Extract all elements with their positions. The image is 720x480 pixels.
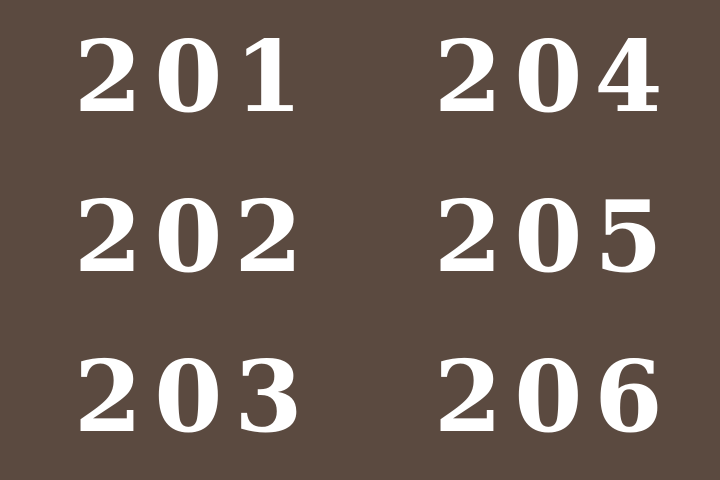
number-label-206: 206	[434, 340, 675, 455]
number-label-202: 202	[74, 180, 315, 295]
number-label-205: 205	[434, 180, 675, 295]
number-label-203: 203	[74, 340, 315, 455]
number-label-204: 204	[434, 20, 675, 135]
number-label-201: 201	[74, 20, 315, 135]
